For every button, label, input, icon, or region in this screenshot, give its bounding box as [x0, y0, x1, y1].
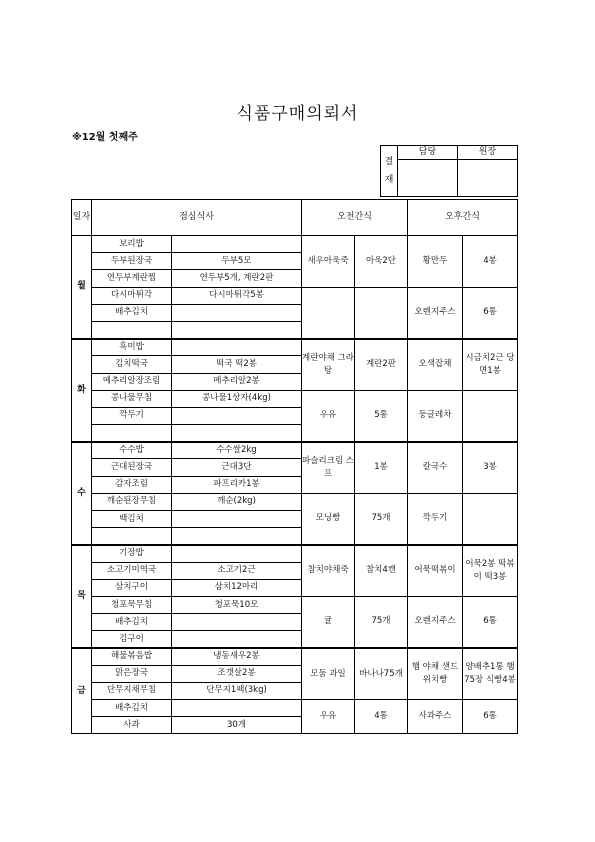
- am-snack-qty: 75개: [355, 493, 408, 545]
- lunch-ingredient: [172, 425, 302, 442]
- am-snack-item: 모둠 과일: [302, 648, 355, 700]
- day-cell: 목: [72, 545, 92, 648]
- approval-box: [380, 145, 518, 197]
- pm-snack-item: 칼국수: [408, 442, 463, 494]
- lunch-dish: 깨순된장무침: [92, 493, 172, 510]
- am-snack-item: [302, 287, 355, 339]
- am-snack-item: 참치야채죽: [302, 545, 355, 597]
- lunch-ingredient: 다시마튀각5봉: [172, 287, 302, 304]
- lunch-ingredient: 조갯살2봉: [172, 665, 302, 682]
- lunch-dish: 배추김치: [92, 700, 172, 717]
- lunch-dish: [92, 425, 172, 442]
- lunch-dish: 배추김치: [92, 304, 172, 321]
- lunch-dish: 백김치: [92, 511, 172, 528]
- pm-snack-qty: [463, 390, 518, 442]
- am-snack-item: 파슬리크림 스프: [302, 442, 355, 494]
- approval-col-staff: 담당: [398, 146, 458, 160]
- am-snack-qty: 아욱2단: [355, 236, 408, 288]
- lunch-ingredient: 냉동새우2봉: [172, 648, 302, 665]
- lunch-dish: 수수밥: [92, 442, 172, 459]
- am-snack-item: 우유: [302, 390, 355, 442]
- pm-snack-item: 오색잡채: [408, 339, 463, 391]
- lunch-ingredient: 소고기2근: [172, 562, 302, 579]
- lunch-dish: 맑은장국: [92, 665, 172, 682]
- week-subtitle: ※12월 첫째주: [72, 132, 138, 143]
- lunch-dish: 김구이: [92, 631, 172, 648]
- pm-snack-item: 황만두: [408, 236, 463, 288]
- lunch-dish: [92, 528, 172, 545]
- menu-table: [71, 199, 518, 734]
- am-snack-item: 귤: [302, 596, 355, 648]
- am-snack-item: 모닝빵: [302, 493, 355, 545]
- day-cell: 금: [72, 648, 92, 734]
- approval-sign-director[interactable]: [458, 160, 518, 197]
- lunch-ingredient: [172, 236, 302, 253]
- pm-snack-qty: 6통: [463, 596, 518, 648]
- lunch-dish: 해물볶음밥: [92, 648, 172, 665]
- header-day: 일자: [72, 200, 92, 236]
- lunch-dish: 기장밥: [92, 545, 172, 562]
- lunch-ingredient: [172, 339, 302, 356]
- pm-snack-item: 오렌지주스: [408, 596, 463, 648]
- lunch-ingredient: [172, 407, 302, 424]
- lunch-ingredient: 30개: [172, 717, 302, 734]
- lunch-ingredient: [172, 304, 302, 321]
- day-cell: 월: [72, 236, 92, 339]
- lunch-dish: 배추김치: [92, 614, 172, 631]
- am-snack-item: 새우아욱죽: [302, 236, 355, 288]
- lunch-dish: 연두부계란찜: [92, 270, 172, 287]
- lunch-ingredient: [172, 321, 302, 338]
- pm-snack-qty: 6통: [463, 287, 518, 339]
- page-title: 식품구매의뢰서: [236, 104, 359, 124]
- lunch-dish: 깍두기: [92, 407, 172, 424]
- pm-snack-qty: 6통: [463, 700, 518, 734]
- lunch-ingredient: [172, 700, 302, 717]
- lunch-ingredient: 청포묵10모: [172, 596, 302, 613]
- lunch-dish: 흑미밥: [92, 339, 172, 356]
- lunch-ingredient: [172, 528, 302, 545]
- lunch-ingredient: 깨순(2kg): [172, 493, 302, 510]
- pm-snack-item: 햄 야채 샌드위치빵: [408, 648, 463, 700]
- lunch-dish: 단무지채무침: [92, 682, 172, 699]
- header-lunch: 점심식사: [92, 200, 302, 236]
- am-snack-qty: 참치4캔: [355, 545, 408, 597]
- pm-snack-qty: 어묵2봉 떡볶이 떡3봉: [463, 545, 518, 597]
- lunch-ingredient: [172, 631, 302, 648]
- lunch-dish: [92, 321, 172, 338]
- lunch-dish: 김치떡국: [92, 356, 172, 373]
- pm-snack-item: 사과주스: [408, 700, 463, 734]
- lunch-dish: 보리밥: [92, 236, 172, 253]
- lunch-ingredient: 메추리알2봉: [172, 373, 302, 390]
- lunch-ingredient: 두부5모: [172, 253, 302, 270]
- lunch-ingredient: [172, 511, 302, 528]
- lunch-ingredient: 삼치12마리: [172, 579, 302, 596]
- lunch-ingredient: 떡국 떡2봉: [172, 356, 302, 373]
- lunch-dish: 메추리알장조림: [92, 373, 172, 390]
- lunch-dish: 다시마튀각: [92, 287, 172, 304]
- header-pm-snack: 오후간식: [408, 200, 518, 236]
- lunch-dish: 청포묵무침: [92, 596, 172, 613]
- am-snack-qty: [355, 287, 408, 339]
- approval-col-director: 원장: [458, 146, 518, 160]
- am-snack-qty: 바나나75개: [355, 648, 408, 700]
- lunch-ingredient: 수수쌀2kg: [172, 442, 302, 459]
- am-snack-qty: 4통: [355, 700, 408, 734]
- pm-snack-qty: 양배추1통 햄75장 식빵4봉: [463, 648, 518, 700]
- am-snack-qty: 1봉: [355, 442, 408, 494]
- am-snack-qty: 75개: [355, 596, 408, 648]
- am-snack-item: 계란야채 그라탕: [302, 339, 355, 391]
- lunch-ingredient: 근대3단: [172, 459, 302, 476]
- lunch-dish: 콩나물무침: [92, 390, 172, 407]
- pm-snack-item: 어묵떡볶이: [408, 545, 463, 597]
- am-snack-qty: 5통: [355, 390, 408, 442]
- lunch-ingredient: 연두부5개, 계란2판: [172, 270, 302, 287]
- lunch-ingredient: 콩나물1상자(4kg): [172, 390, 302, 407]
- lunch-dish: 근대된장국: [92, 459, 172, 476]
- lunch-ingredient: [172, 614, 302, 631]
- pm-snack-qty: 4봉: [463, 236, 518, 288]
- lunch-ingredient: 파프리카1봉: [172, 476, 302, 493]
- am-snack-qty: 계란2판: [355, 339, 408, 391]
- lunch-dish: 사과: [92, 717, 172, 734]
- pm-snack-item: 오렌지주스: [408, 287, 463, 339]
- lunch-dish: 삼치구이: [92, 579, 172, 596]
- day-cell: 수: [72, 442, 92, 545]
- pm-snack-item: 깍두기: [408, 493, 463, 545]
- lunch-ingredient: 단무지1팩(3kg): [172, 682, 302, 699]
- lunch-dish: 소고기미역국: [92, 562, 172, 579]
- header-am-snack: 오전간식: [302, 200, 408, 236]
- pm-snack-item: 둥글레차: [408, 390, 463, 442]
- am-snack-item: 우유: [302, 700, 355, 734]
- pm-snack-qty: 시금치2근 당면1봉: [463, 339, 518, 391]
- day-cell: 화: [72, 339, 92, 442]
- pm-snack-qty: [463, 493, 518, 545]
- pm-snack-qty: 3봉: [463, 442, 518, 494]
- lunch-dish: 두부된장국: [92, 253, 172, 270]
- lunch-dish: 감자조림: [92, 476, 172, 493]
- lunch-ingredient: [172, 545, 302, 562]
- approval-label: 결 재: [381, 146, 398, 197]
- approval-sign-staff[interactable]: [398, 160, 458, 197]
